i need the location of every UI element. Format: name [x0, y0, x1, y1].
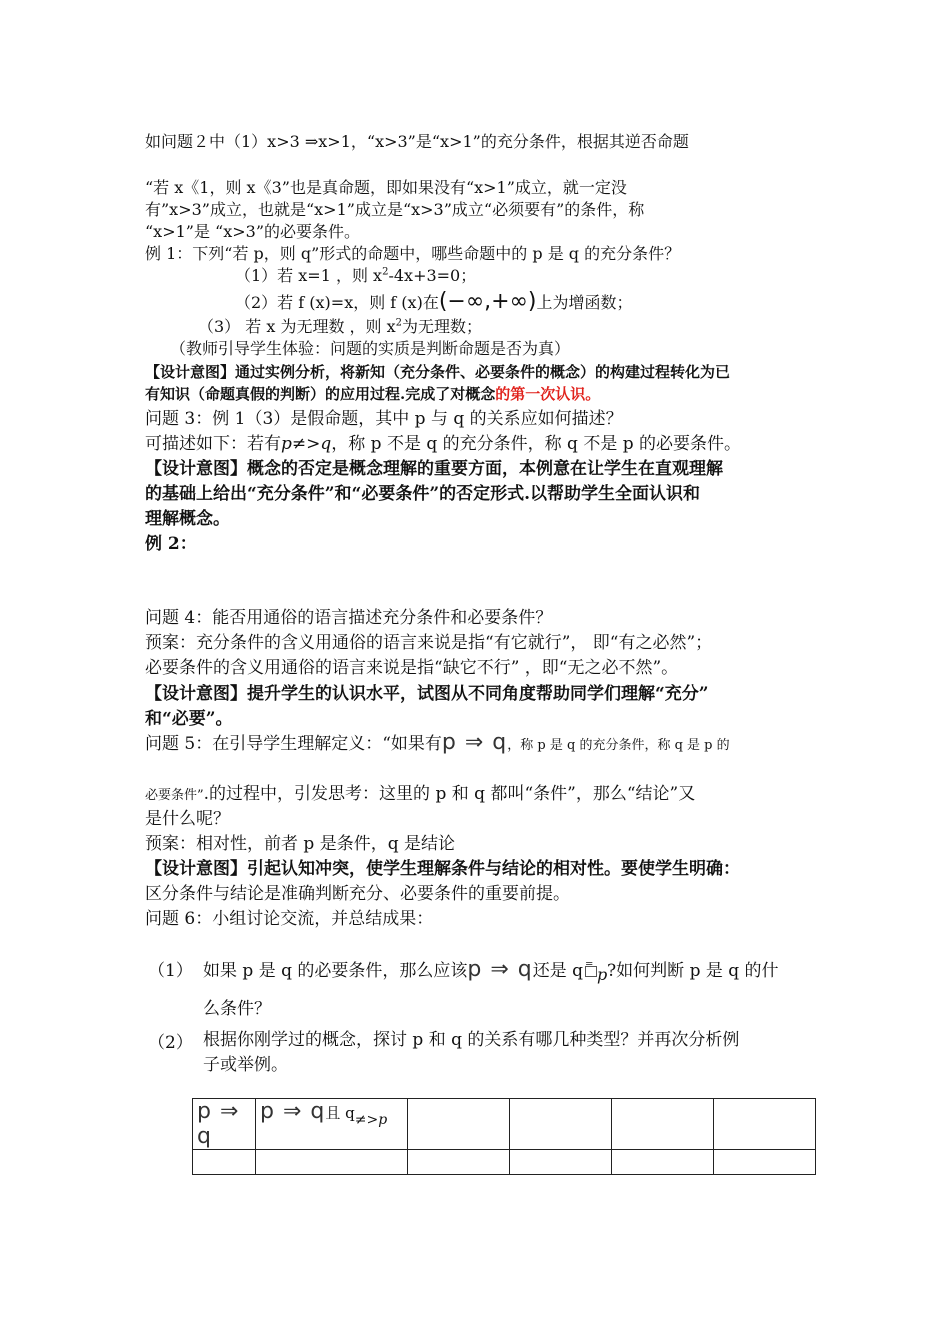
superscript: 2: [395, 317, 403, 329]
item-text: 还是 q: [532, 961, 584, 981]
table-cell: [256, 1150, 408, 1175]
interval-formula: (−∞,+∞): [438, 289, 537, 314]
question-4-answer-line-1: 预案：充分条件的含义用通俗的语言来说是指“有它就行”， 即“有之必然”；: [145, 633, 713, 653]
answer-text: 可描述如下：若有: [145, 434, 281, 454]
q6-item-2-line-2: 子或举例。: [203, 1055, 288, 1075]
design-intent-4-line-2: 区分条件与结论是准确判断充分、必要条件的重要前提。: [145, 884, 570, 904]
item-text: -4x+3=0；: [388, 266, 477, 285]
question-5-line-2: [145, 783, 695, 807]
box-glyph: [585, 966, 597, 977]
not-implies-formula: p≠>q: [281, 434, 332, 454]
implies-symbol: p ⇒ q: [467, 957, 533, 982]
table-row: [193, 1150, 816, 1175]
question-text: 问题 5：在引导学生理解定义：“如果有: [145, 734, 442, 754]
q6-item-2-line-1: 根据你刚学过的概念，探讨 p 和 q 的关系有哪几种类型？并再次分析例: [203, 1030, 740, 1050]
table-cell: [408, 1099, 510, 1150]
para-line-4: “x>1”是 “x>3”的必要条件。: [145, 222, 361, 241]
subscript-p: p: [597, 965, 608, 984]
question-5-line-1: [145, 732, 730, 757]
example-1-item-1: [235, 265, 476, 287]
para-line-1: 如问题２中（1）x>3 ⇒x>1，“x>3”是“x>1”的充分条件，根据其逆否命题: [145, 132, 689, 151]
design-intent-2-line-1: 【设计意图】概念的否定是概念理解的重要方面，本例意在让学生在直观理解: [145, 459, 723, 479]
table-row: [193, 1099, 816, 1150]
teacher-note: （教师引导学生体验：问题的实质是判断命题是否为真）: [170, 339, 571, 358]
example-2-title: 例 2：: [145, 534, 197, 554]
table-cell: [612, 1099, 714, 1150]
item-text: 上为增函数；: [536, 293, 633, 312]
q6-item-1-number: （1）: [148, 961, 193, 981]
table-cell: [408, 1150, 510, 1175]
small-bar: =: [585, 959, 594, 970]
answer-text: ，称 p 不是 q 的充分条件，称 q 不是 p 的必要条件。: [331, 434, 742, 454]
superscript: 2: [382, 266, 389, 278]
question-4: 问题 4：能否用通俗的语言描述充分条件和必要条件？: [145, 608, 553, 628]
implied-by-symbol: [583, 956, 608, 984]
item-text: （3） 若 x 为无理数 ，则 x: [198, 317, 396, 336]
intent-label: 【设计意图】引起认知冲突，使学生理解条件与结论的相对性。要使学生明确：: [145, 859, 740, 879]
table-cell: [256, 1099, 408, 1150]
question-3: 问题 3：例 1（3）是假命题，其中 p 与 q 的关系应如何描述？: [145, 409, 623, 429]
design-intent-2-line-2: 的基础上给出“充分条件”和“必要条件”的否定形式.以帮助学生全面认识和: [145, 484, 701, 504]
table-cell: [714, 1150, 816, 1175]
para-line-2: “若 x《1，则 x《3”也是真命题，即如果没有“x>1”成立，就一定没: [145, 178, 627, 197]
design-intent-4-line-1: [145, 858, 740, 880]
item-text: （1）若 x=1 ，则 x: [235, 266, 383, 285]
item-text: 为无理数；: [402, 317, 483, 336]
para-line-3: 有”x>3”成立，也就是“x>1”成立是“x>3”成立“必须要有”的条件，称: [145, 200, 645, 219]
q6-item-1-line-1: [203, 956, 779, 982]
design-intent-3-line-2: 和“必要”。: [145, 709, 233, 729]
question-text: .的过程中，引发思考：这里的 p 和 q 都叫“条件”，那么“结论”又: [203, 784, 696, 804]
table-cell: [714, 1099, 816, 1150]
table-cell: [193, 1150, 256, 1175]
question-text: 必要条件”: [145, 788, 204, 803]
design-intent-1-line-1: 【设计意图】通过实例分析，将新知（充分条件、必要条件的概念）的构建过程转化为已: [145, 363, 731, 381]
intent-text: 有知识（命题真假的判断）的应用过程.完成了对概念: [145, 385, 496, 403]
example-1-item-3: [198, 316, 482, 338]
example-1-item-2: [235, 291, 633, 314]
implies-symbol: p ⇒ q: [197, 1099, 240, 1149]
question-3-answer: [145, 433, 741, 455]
question-5-line-3: 是什么呢？: [145, 809, 230, 829]
q6-item-1-line-2: 么条件？: [203, 999, 271, 1019]
table-cell: [510, 1099, 612, 1150]
question-5-answer: 预案：相对性，前者 p 是条件，q 是结论: [145, 834, 455, 854]
item-text: 如果 p 是 q 的必要条件，那么应该: [203, 961, 468, 981]
example-1-title: 例 1：下列“若 p，则 q”形式的命题中，哪些命题中的 p 是 q 的充分条件？: [145, 244, 681, 263]
not-implies-formula: ≠>p: [354, 1112, 388, 1128]
design-intent-1-line-2: [145, 383, 600, 405]
question-text: ，称 p 是 q 的充分条件，称 q 是 p 的: [507, 738, 730, 753]
item-text: （2）若 f (x)=x，则 f (x)在: [235, 293, 439, 312]
table-cell: [510, 1150, 612, 1175]
question-4-answer-line-2: 必要条件的含义用通俗的语言来说是指“缺它不行” ，即“无之必不然”。: [145, 658, 679, 678]
question-6: 问题 6：小组讨论交流，并总结成果：: [145, 909, 434, 929]
table-cell: [193, 1099, 256, 1150]
q6-item-2-number: （2）: [148, 1033, 193, 1053]
table-cell: [612, 1150, 714, 1175]
implies-symbol: p ⇒ q: [441, 730, 508, 755]
item-text: ?如何判断 p 是 q 的什: [607, 961, 779, 981]
implies-symbol: p ⇒ q: [260, 1099, 326, 1124]
relation-table: [192, 1098, 816, 1175]
design-intent-3-line-1: 【设计意图】提升学生的认识水平，试图从不同角度帮助同学们理解“充分”: [145, 684, 709, 704]
intent-highlight: 的第一次认识。: [495, 385, 601, 403]
cell-text: 且 q: [325, 1104, 355, 1122]
design-intent-2-line-3: 理解概念。: [145, 509, 230, 529]
